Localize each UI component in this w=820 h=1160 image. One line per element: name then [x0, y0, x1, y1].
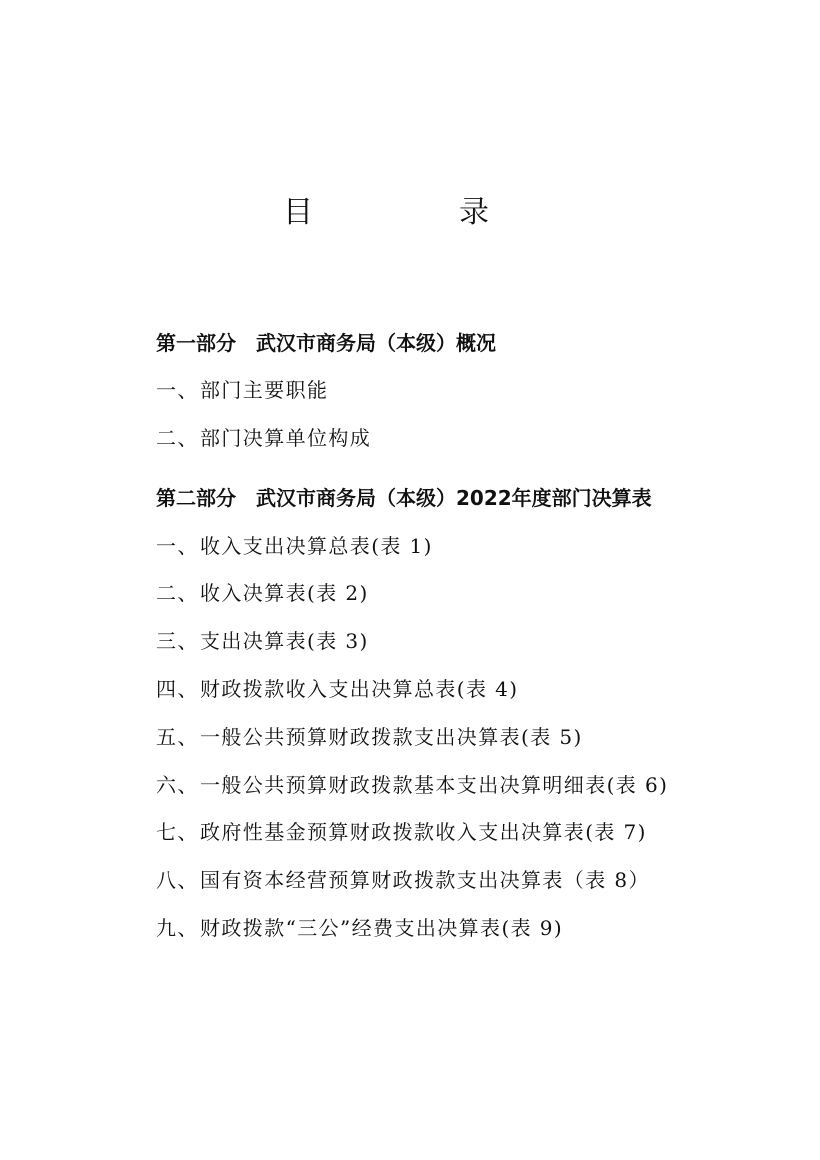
toc-entry-number: 五、 — [156, 725, 199, 749]
toc-entry-number: 九、 — [156, 916, 199, 940]
toc-entry-number: 一、 — [156, 378, 199, 402]
part-one-heading: 第一部分 武汉市商务局（本级）概况 — [156, 331, 496, 355]
toc-entry — [156, 531, 433, 561]
toc-entry-number: 二、 — [156, 426, 199, 450]
toc-entry-text: 政府性基金预算财政拨款收入支出决算表(表 7) — [200, 820, 647, 844]
toc-entry-number: 六、 — [156, 773, 199, 797]
toc-entry — [156, 674, 519, 704]
toc-entry-number: 一、 — [156, 534, 199, 558]
toc-entry-number: 三、 — [156, 629, 199, 653]
toc-entry — [156, 423, 371, 453]
toc-entry-text: 部门主要职能 — [200, 378, 329, 402]
toc-entry-text: 财政拨款收入支出决算总表(表 4) — [200, 677, 519, 701]
toc-entry — [156, 375, 328, 405]
toc-entry-text: 收入决算表(表 2) — [200, 581, 369, 605]
toc-entry-text: 一般公共预算财政拨款基本支出决算明细表(表 6) — [200, 773, 669, 797]
toc-entry-text: 财政拨款“三公”经费支出决算表(表 9) — [200, 916, 564, 940]
toc-entry-text: 国有资本经营预算财政拨款支出决算表（表 8） — [200, 868, 650, 892]
part-two-heading: 第二部分 武汉市商务局（本级）2022年度部门决算表 — [156, 486, 652, 510]
toc-entry-text: 一般公共预算财政拨款支出决算表(表 5) — [200, 725, 583, 749]
toc-entry — [156, 913, 563, 943]
toc-entry — [156, 817, 647, 847]
toc-entry-number: 八、 — [156, 868, 199, 892]
toc-entry-text: 部门决算单位构成 — [200, 426, 372, 450]
toc-entry-number: 七、 — [156, 820, 199, 844]
toc-entry — [156, 626, 369, 656]
toc-entry — [156, 722, 583, 752]
toc-entry — [156, 578, 369, 608]
toc-entry-text: 支出决算表(表 3) — [200, 629, 369, 653]
toc-entry-text: 收入支出决算总表(表 1) — [200, 534, 433, 558]
toc-entry-number: 二、 — [156, 581, 199, 605]
toc-entry-number: 四、 — [156, 677, 199, 701]
page-title: 目 录 — [283, 195, 547, 230]
toc-entry — [156, 770, 668, 800]
toc-entry — [156, 865, 650, 895]
